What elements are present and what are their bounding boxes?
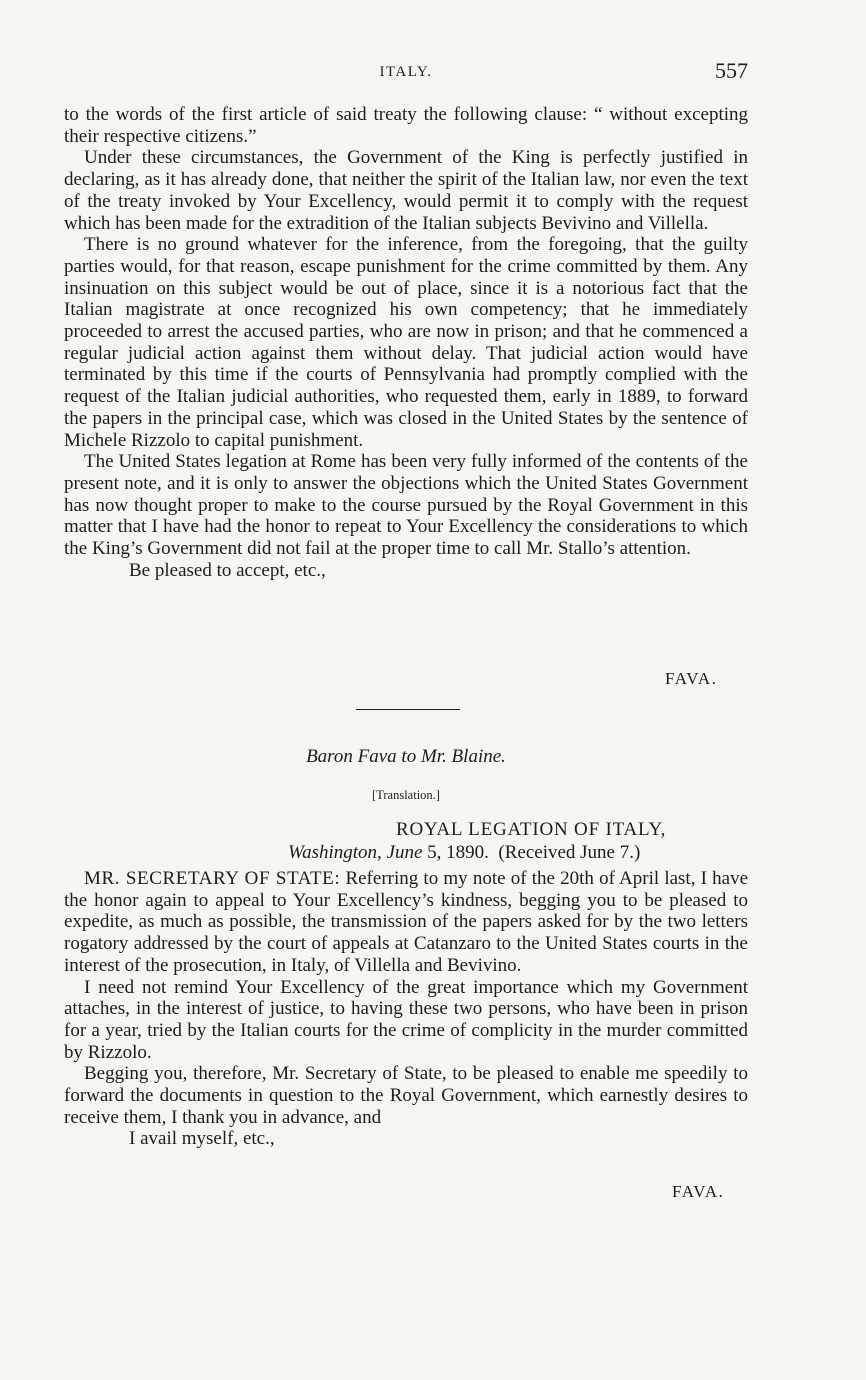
letter-1-paragraph-3: There is no ground whatever for the inference, from the foregoing, that the guilty parties would, for that reason, escape punishment for the crime committed by them. Any insinuation on this subject would be out of place, since it is a notorious fact that the Italian magistrate at once recognized his own competency; that he immediately proceeded to arrest the accused parties, who are now in prison; and that he commenced a regular judicial action against them without delay. That judicial action would have terminated by this time if the courts of Pennsylvania had promptly complied with the request of the Italian judicial authorities, who requested them, early in 1889, to forward the papers in the principal case, which was closed in the United States by the sentence of Michele Rizzolo to capital punishment. [64, 234, 748, 451]
letter-2-sender: ROYAL LEGATION OF ITALY, [396, 819, 667, 840]
letter-2-signature: FAVA. [672, 1182, 725, 1201]
letter-2-closing: I avail myself, etc., [129, 1128, 275, 1150]
letter-2-paragraph-3: Begging you, therefore, Mr. Secretary of State, to be pleased to enable me speedily to forward the documents in question to the Royal Government, which earnestly desires to receive them, I thank you in advance, and [64, 1063, 748, 1128]
dateline-received: (Received June 7.) [498, 842, 641, 863]
letter-1-paragraph-1: to the words of the first article of said treaty the following clause: “ without excepting their respective citizens.” [64, 104, 748, 147]
running-head [64, 60, 748, 84]
letter-1-signature: FAVA. [665, 669, 718, 688]
letter-2-salutation: MR. SECRETARY OF STATE: [84, 868, 341, 889]
section-divider [356, 709, 460, 710]
letter-2-body [64, 868, 748, 1150]
letter-1-paragraph-4: The United States legation at Rome has been very fully informed of the contents of the present note, and it is only to answer the objections which the United States Government has now thought proper to make to the course pursued by the Royal Government in this matter that I have had the honor to repeat to Your Excellency the considerations to which the King’s Government did not fail at the proper time to call Mr. Stallo’s attention. [64, 451, 748, 560]
letter-1-body [64, 104, 748, 581]
translation-note: [Translation.] [372, 788, 440, 802]
letter-2-dateline [288, 842, 640, 864]
letter-1-closing: Be pleased to accept, etc., [129, 559, 326, 581]
page-number: 557 [715, 58, 748, 83]
running-title: ITALY. [379, 64, 433, 80]
letter-2-paragraph-1 [64, 868, 748, 977]
letter-1-paragraph-2: Under these circumstances, the Government of the King is perfectly justified in declaring, as it has already done, that neither the spirit of the Italian law, nor even the text of the treaty invoked by Your Excellency, would permit it to comply with the request which has been made for the extradition of the Italian subjects Bevivino and Villella. [64, 147, 748, 234]
letter-2-paragraph-1-text: Referring to my note of the 20th of April last, I have the honor again to appeal to Your Excellency’s kindness, begging you to be pleased to expedite, as much as possible, the transmission of the papers asked for by the two letters rogatory addressed by the court of appeals at Catanzaro to the United States courts in the interest of the prosecution, in Italy, of Villella and Bevivino. [64, 868, 749, 976]
dateline-date: 5, 1890. [427, 842, 489, 863]
letter-2-paragraph-2: I need not remind Your Excellency of the great importance which my Government attaches, in the interest of justice, to having these two persons, who have been in prison for a year, tried by the Italian courts for the crime of complicity in the murder committed by Rizzolo. [64, 976, 748, 1063]
letter-2-heading: Baron Fava to Mr. Blaine. [306, 746, 506, 767]
dateline-place: Washington, June [288, 842, 423, 863]
